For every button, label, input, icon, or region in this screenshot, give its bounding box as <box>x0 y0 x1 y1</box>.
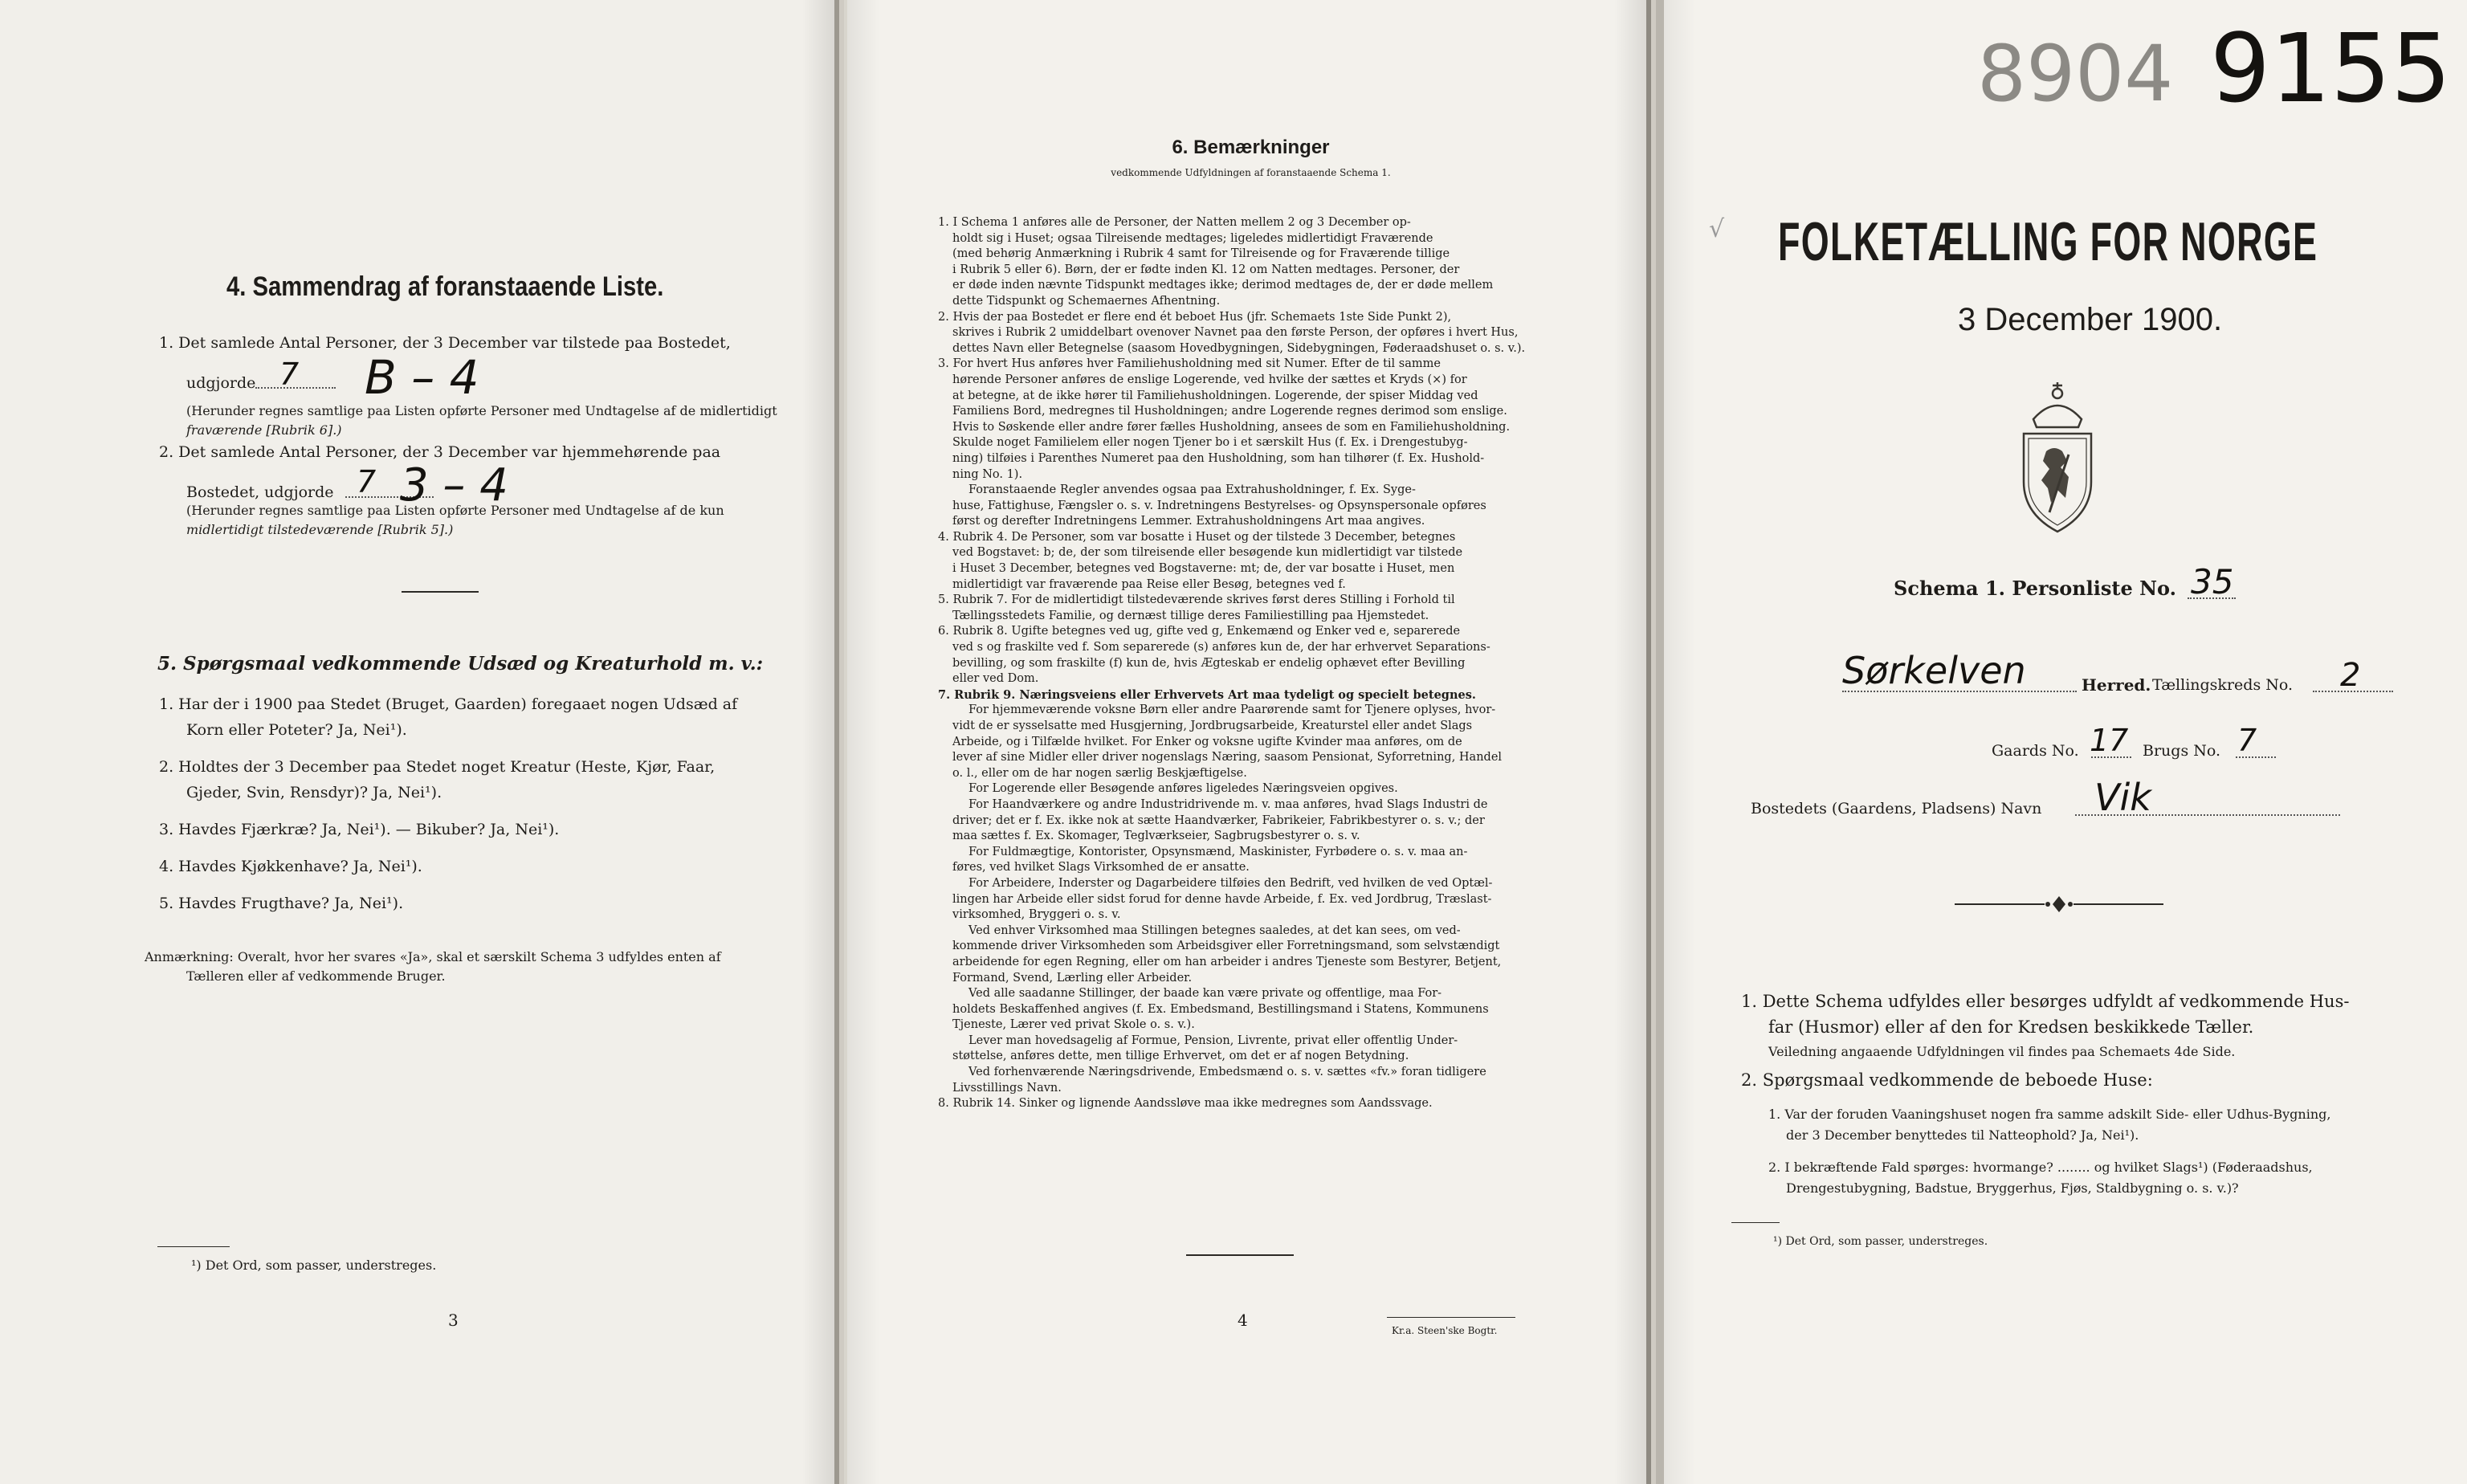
remarks-line: føres, ved hvilket Slags Virksomhed de er ansatte. <box>952 861 1250 874</box>
gaards-label: Gaards No. <box>1992 742 2079 760</box>
question-5: 5. Havdes Frugthave? Ja, Nei¹). <box>159 895 404 912</box>
remarks-text <box>938 215 1525 1112</box>
summary-item-2-value: 7 <box>357 464 377 499</box>
coat-of-arms-icon <box>2001 377 2114 538</box>
bosted-value: Vik <box>2094 776 2151 819</box>
page-3 <box>0 0 839 1484</box>
footnote-rule <box>157 1246 230 1247</box>
remarks-line: o. l., eller om de har nogen særlig Beskjæftigelse. <box>952 766 1247 780</box>
remarks-line: ning No. 1). <box>952 467 1023 481</box>
summary-item-1-note-1: (Herunder regnes samtlige paa Listen opførte Personer med Undtagelse af de midlertidigt <box>186 403 777 418</box>
remarks-line: virksomhed, Bryggeri o. s. v. <box>952 908 1121 922</box>
page-number: 3 <box>448 1311 459 1330</box>
remarks-title: 6. Bemærkninger <box>1172 137 1330 158</box>
remarks-line: støttelse, anføres dette, men tillige Erhvervet, om det er af nogen Betydning. <box>952 1050 1409 1063</box>
remarks-line: holdt sig i Huset; ogsaa Tilreisende medtages; ligeledes midlertidigt Fraværende <box>952 231 1433 245</box>
instruction-2-1-line-1: 1. Var der foruden Vaaningshuset nogen fra samme adskilt Side- eller Udhus-Bygning, <box>1768 1107 2331 1122</box>
remarks-line: 3. For hvert Hus anføres hver Familiehusholdning med sit Numer. Efter de til samme <box>938 357 1441 371</box>
instruction-2-title: 2. Spørgsmaal vedkommende de beboede Huse: <box>1741 1070 2153 1090</box>
herred-label: Herred. <box>2082 675 2151 695</box>
remarks-line: Formand, Svend, Lærling eller Arbeider. <box>952 971 1193 985</box>
remarks-line: er døde inden nævnte Tidspunkt medtages ikke; derimod medtages de, der er døde mellem <box>952 279 1494 292</box>
printer-imprint: Kr.a. Steen'ske Bogtr. <box>1392 1325 1498 1336</box>
remarks-line: Arbeide, og i Tilfælde hvilket. For Enker og voksne ugifte Kvinder maa anføres, om de <box>952 735 1462 748</box>
remarks-line: Skulde noget Familielem eller nogen Tjener bo i et særskilt Hus (f. Ex. i Drengestubyg- <box>952 436 1468 450</box>
remarks-subtitle: vedkommende Udfyldningen af foranstaaende Schema 1. <box>1111 167 1391 178</box>
instruction-2-2-line-1: 2. I bekræftende Fald spørges: hvormange? ........ og hvilket Slags¹) (Føderaadshus, <box>1768 1160 2313 1175</box>
remarks-line: (med behørig Anmærkning i Rubrik 4 samt for Tilreisende og for Fraværende tillige <box>952 247 1450 261</box>
remarks-line: 4. Rubrik 4. De Personer, som var bosatte i Huset og der tilstede 3 December, betegnes <box>938 530 1456 544</box>
schema-label: Schema 1. Personliste No. <box>1894 577 2176 600</box>
remarks-line: først og derefter Indretningens Lemmer. Extrahusholdningens Art maa angives. <box>952 515 1425 528</box>
summary-item-1-note-2: fraværende [Rubrik 6].) <box>186 422 342 438</box>
tellingskreds-value: 2 <box>2340 657 2361 694</box>
remarks-line: 7. Rubrik 9. Næringsveiens eller Erhvervets Art maa tydeligt og specielt betegnes. <box>938 687 1476 702</box>
page-4 <box>844 0 1651 1484</box>
remarks-line: skrives i Rubrik 2 umiddelbart ovenover Navnet paa den første Person, der opføres i hvert Hus, <box>952 326 1519 340</box>
remarks-line: maa sættes f. Ex. Skomager, Teglværkseier, Sagbrugsbestyrer o. s. v. <box>952 830 1360 843</box>
remark-line-1: Anmærkning: Overalt, hvor her svares «Ja», skal et særskilt Schema 3 udfyldes enten af <box>145 949 721 964</box>
remarks-line: ning) tilføies i Parenthes Numeret paa den Husholdning, som han tilhører (f. Ex. Hushold- <box>952 451 1485 465</box>
bosted-label: Bostedets (Gaardens, Pladsens) Navn <box>1751 800 2042 817</box>
question-4: 4. Havdes Kjøkkenhave? Ja, Nei¹). <box>159 858 422 875</box>
footnote-rule <box>1731 1222 1780 1223</box>
instruction-1-line-2: far (Husmor) eller af den for Kredsen beskikkede Tæller. <box>1768 1017 2254 1037</box>
summary-item-1-value: 7 <box>279 357 300 392</box>
divider <box>1186 1254 1294 1256</box>
summary-item-2-note-1: (Herunder regnes samtlige paa Listen opførte Personer med Undtagelse af de kun <box>186 503 724 518</box>
footnote: ¹) Det Ord, som passer, understreges. <box>1773 1235 1988 1248</box>
remarks-line: Familiens Bord, medregnes til Husholdningen; andre Logerende regnes derimod som enslige. <box>952 405 1507 418</box>
remarks-line: Livsstillings Navn. <box>952 1081 1062 1095</box>
section-5-title: 5. Spørgsmaal vedkommende Udsæd og Kreaturhold m. v.: <box>157 653 764 675</box>
remarks-line: bevilling, og som fraskilte (f) kun de, hvis Ægteskab er endelig ophævet efter Bevilling <box>952 656 1466 670</box>
remarks-line: kommende driver Virksomheden som Arbeidsgiver eller Forretningsmand, som selvstændigt <box>952 940 1500 953</box>
summary-item-1-line-1: 1. Det samlede Antal Personer, der 3 December var tilstede paa Bostedet, <box>159 334 731 352</box>
brugs-label: Brugs No. <box>2143 742 2221 760</box>
archive-number-ink: 9155 <box>2210 13 2452 124</box>
remarks-line: at betegne, at de ikke hører til Familiehusholdningen. Logerende, der spiser Middag ved <box>952 389 1478 402</box>
remarks-line: 6. Rubrik 8. Ugifte betegnes ved ug, gifte ved g, Enkemænd og Enker ved e, separerede <box>938 625 1461 638</box>
remarks-line: driver; det er f. Ex. ikke nok at sætte Haandværker, Fabrikeier, Fabrikbestyrer o. s. v.; der <box>952 813 1485 827</box>
summary-item-2-label: Bostedet, udgjorde <box>186 483 334 501</box>
remarks-line: i Rubrik 5 eller 6). Børn, der er fødte inden Kl. 12 om Natten medtages. Personer, der <box>952 263 1460 276</box>
remarks-line: dette Tidspunkt og Schemaernes Afhentning. <box>952 294 1221 308</box>
remarks-line: holdets Beskaffenhed angives (f. Ex. Embedsmand, Bestillingsmand i Statens, Kommunens <box>952 1002 1489 1016</box>
section-4-title: 4. Sammendrag af foranstaaende Liste. <box>226 271 664 302</box>
remarks-line: midlertidigt var fraværende paa Reise eller Besøg, betegnes ved f. <box>952 577 1346 591</box>
question-3: 3. Havdes Fjærkræ? Ja, Nei¹). — Bikuber? Ja, Nei¹). <box>159 821 560 838</box>
page-number: 4 <box>1238 1311 1248 1330</box>
ornament-divider-icon <box>1955 895 2163 914</box>
remarks-line: vidt de er sysselsatte med Husgjerning, Jordbrugsarbeide, Kreaturstel eller andet Slags <box>952 720 1473 732</box>
remarks-line: 1. I Schema 1 anføres alle de Personer, der Natten mellem 2 og 3 December op- <box>938 216 1411 229</box>
remarks-line: Hvis to Søskende eller andre fører fælles Husholdning, ansees de som en Familiehusholdning. <box>952 420 1511 434</box>
schema-number: 35 <box>2191 562 2234 601</box>
tellingskreds-label: Tællingskreds No. <box>2152 676 2293 694</box>
remarks-line: lingen har Arbeide eller sidst forud for denne havde Arbeide, f. Ex. ved Jordbrug, Træslast- <box>952 892 1492 906</box>
remarks-line: Tællingsstedets Familie, og dernæst tillige deres Familiestilling paa Hjemstedet. <box>952 609 1429 622</box>
remarks-line: lever af sine Midler eller driver nogenslags Næring, saasom Pensionat, Syforretning, Handel <box>952 751 1503 764</box>
remarks-line: For hjemmeværende voksne Børn eller andre Paarørende samt for Tjenere oplyses, hvor- <box>968 703 1496 717</box>
footnote: ¹) Det Ord, som passer, understreges. <box>191 1258 437 1273</box>
remarks-line: For Logerende eller Besøgende anføres ligeledes Næringsveien opgives. <box>968 782 1398 796</box>
remarks-line: Foranstaaende Regler anvendes ogsaa paa Extrahusholdninger, f. Ex. Syge- <box>968 483 1416 497</box>
summary-item-1-label: udgjorde <box>186 374 256 392</box>
remarks-line: ved Bogstavet: b; de, der som tilreisende eller besøgende kun midlertidigt var tilstede <box>952 546 1463 560</box>
remarks-line: dettes Navn eller Betegnelse (saasom Hovedbygningen, Sidebygningen, Føderaadshuset o. s. v.). <box>952 341 1526 355</box>
remarks-line: hørende Personer anføres de enslige Logerende, ved hvilke der sættes et Kryds (×) for <box>952 373 1467 386</box>
page-1-cover <box>1656 0 2467 1484</box>
summary-item-1-handwritten: B – 4 <box>365 350 479 405</box>
brugs-value: 7 <box>2237 723 2257 758</box>
remarks-line: Ved alle saadanne Stillinger, der baade kan være private og offentlige, maa For- <box>968 987 1442 1001</box>
remarks-line: Ved enhver Virksomhed maa Stillingen betegnes saaledes, at det kan sees, om ved- <box>968 923 1461 937</box>
remarks-line: huse, Fattighuse, Fængsler o. s. v. Indretningens Bestyrelses- og Opsynspersonale opføres <box>952 499 1486 512</box>
remarks-line: 5. Rubrik 7. For de midlertidigt tilstedeværende skrives først deres Stilling i Forhold til <box>938 593 1455 607</box>
archive-number-pencil: 8904 <box>1977 29 2174 119</box>
herred-value: Sørkelven <box>1842 649 2026 692</box>
instruction-2-2-line-2: Drengestubygning, Badstue, Bryggerhus, Fjøs, Staldbygning o. s. v.)? <box>1786 1180 2239 1196</box>
question-1-line-2: Korn eller Poteter? Ja, Nei¹). <box>186 721 407 739</box>
remarks-line: For Arbeidere, Inderster og Dagarbeidere tilføies den Bedrift, ved hvilken de ved Optæl- <box>968 876 1493 890</box>
question-2-line-1: 2. Holdtes der 3 December paa Stedet noget Kreatur (Heste, Kjør, Faar, <box>159 758 716 776</box>
divider <box>402 591 479 593</box>
remarks-line: eller ved Dom. <box>952 672 1039 686</box>
check-mark: √ <box>1709 215 1725 243</box>
remarks-line: Lever man hovedsagelig af Formue, Pension, Livrente, privat eller offentlig Under- <box>968 1034 1458 1047</box>
remarks-line: For Haandværkere og andre Industridrivende m. v. maa anføres, hvad Slags Industri de <box>968 797 1488 811</box>
question-1-line-1: 1. Har der i 1900 paa Stedet (Bruget, Gaarden) foregaaet nogen Udsæd af <box>159 695 738 713</box>
instruction-2-1-line-2: der 3 December benyttedes til Natteophold? Ja, Nei¹). <box>1786 1127 2139 1143</box>
remarks-line: 8. Rubrik 14. Sinker og lignende Aandssløve maa ikke medregnes som Aandssvage. <box>938 1097 1433 1111</box>
instruction-1-line-1: 1. Dette Schema udfyldes eller besørges udfyldt af vedkommende Hus- <box>1741 992 2350 1011</box>
remarks-line: i Huset 3 December, betegnes ved Bogstaverne: mt; de, der var bosatte i Huset, men <box>952 562 1455 576</box>
question-2-line-2: Gjeder, Svin, Rensdyr)? Ja, Nei¹). <box>186 784 442 801</box>
census-date: 3 December 1900. <box>1958 302 2223 337</box>
remarks-line: ved s og fraskilte ved f. Som separerede (s) anføres kun de, der har erhvervet Separations- <box>952 641 1490 654</box>
census-title: FOLKETÆLLING FOR NORGE <box>1778 211 2318 272</box>
remarks-line: 2. Hvis der paa Bostedet er flere end ét beboet Hus (jfr. Schemaets 1ste Side Punkt 2), <box>938 310 1452 324</box>
remarks-line: Ved forhenværende Næringsdrivende, Embedsmænd o. s. v. sættes «fv.» foran tidligere <box>968 1066 1486 1079</box>
summary-item-2-line-1: 2. Det samlede Antal Personer, der 3 December var hjemmehørende paa <box>159 443 721 461</box>
remarks-line: arbeidende for egen Regning, eller om han arbeider i andres Tjeneste som Bestyrer, Betjent, <box>952 955 1502 968</box>
remarks-line: Tjeneste, Lærer ved privat Skole o. s. v.). <box>952 1018 1195 1032</box>
remarks-line: For Fuldmægtige, Kontorister, Opsynsmænd, Maskinister, Fyrbødere o. s. v. maa an- <box>968 845 1468 858</box>
summary-item-2-handwritten: 3 – 4 <box>400 459 508 512</box>
summary-item-2-note-2: midlertidigt tilstedeværende [Rubrik 5].) <box>186 522 454 537</box>
instruction-1-note: Veiledning angaaende Udfyldningen vil findes paa Schemaets 4de Side. <box>1768 1044 2236 1059</box>
remark-line-2: Tælleren eller af vedkommende Bruger. <box>186 968 446 984</box>
gaards-value: 17 <box>2090 723 2129 758</box>
herred-dotted-line <box>1842 691 2077 692</box>
printer-rule <box>1387 1317 1515 1318</box>
